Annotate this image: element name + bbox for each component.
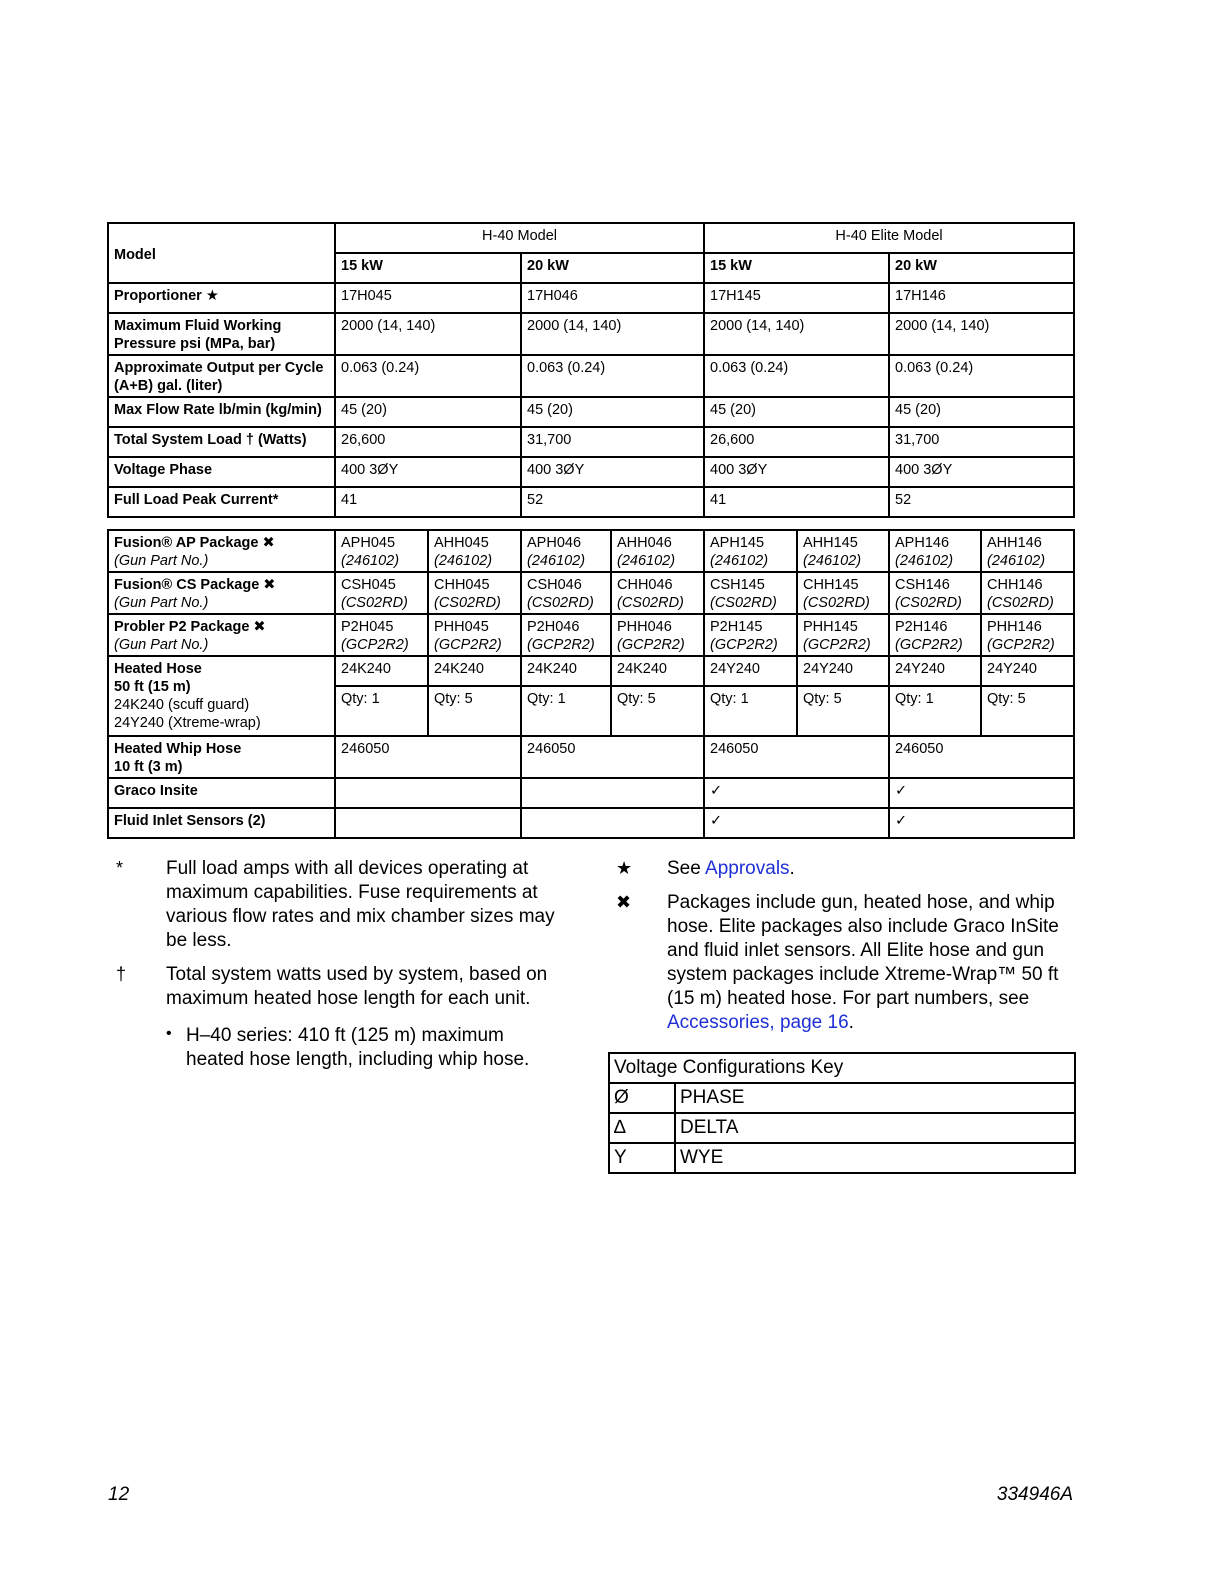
pkg-cell: [704, 530, 797, 572]
pkg-cell: [428, 530, 521, 572]
pkg-cell: [611, 530, 704, 572]
heated-hose-label-cell: [108, 656, 335, 736]
pkg-cell: [981, 572, 1074, 614]
power-elite-15: 15 kW: [704, 253, 889, 283]
dagger-symbol: †: [116, 964, 127, 984]
package-sub: (Gun Part No.): [114, 595, 209, 611]
power-h40-20: 20 kW: [521, 253, 704, 283]
gun-no: (CS02RD): [803, 595, 870, 611]
hose-part: 24Y240: [704, 656, 797, 686]
gun-no: (246102): [527, 553, 586, 569]
group-h40-elite: H-40 Elite Model: [704, 223, 1074, 253]
pkg-cell: [797, 614, 889, 656]
gun-no: (246102): [434, 553, 493, 569]
cell: 0.063 (0.24): [521, 355, 704, 397]
power-h40-15: 15 kW: [335, 253, 521, 283]
cell: 41: [335, 487, 521, 517]
cell: 400 3ØY: [335, 457, 521, 487]
approvals-suffix: .: [789, 858, 795, 879]
voltage-key-title: Voltage Configurations Key: [609, 1053, 1075, 1083]
cell: 2000 (14, 140): [889, 313, 1074, 355]
voltage-symbol: Y: [609, 1143, 675, 1173]
power-elite-20: 20 kW: [889, 253, 1074, 283]
spec-table: [107, 222, 1075, 518]
hose-qty: Qty: 1: [704, 686, 797, 736]
gun-no: (CS02RD): [710, 595, 777, 611]
packages-text: Packages include gun, heated hose, and whip hose. Elite packages also include Graco InSite and fluid inlet sensors. All Elite hose and gun system packages include Xtreme-Wrap™ 50 ft (15 m) heated hose. For part numbers, see: [667, 892, 1059, 1009]
cell: 41: [704, 487, 889, 517]
pkg-cell: [889, 530, 981, 572]
row-label: Full Load Peak Current*: [108, 487, 335, 517]
whip-hose-row: [108, 736, 1074, 778]
part-no: PHH045: [434, 619, 489, 635]
pkg-cell: [704, 572, 797, 614]
packages-suffix: .: [848, 1012, 854, 1033]
voltage-meaning: DELTA: [675, 1113, 1075, 1143]
gun-no: (246102): [341, 553, 400, 569]
whip-hose-label: Heated Whip Hose: [114, 741, 242, 757]
pkg-cell: [611, 572, 704, 614]
package-sub: (Gun Part No.): [114, 553, 209, 569]
hose-part: 24K240: [611, 656, 704, 686]
row-label: Proportioner ★: [108, 283, 335, 313]
approvals-prefix: See: [667, 858, 706, 879]
hose-qty: Qty: 5: [981, 686, 1074, 736]
gun-no: (246102): [803, 553, 862, 569]
group-h40: H-40 Model: [335, 223, 704, 253]
part-no: APH045: [341, 535, 396, 551]
pkg-cell: [797, 572, 889, 614]
cell: 0.063 (0.24): [704, 355, 889, 397]
hose-part: 24K240: [428, 656, 521, 686]
hose-qty: Qty: 5: [428, 686, 521, 736]
cell: 2000 (14, 140): [335, 313, 521, 355]
cell: 2000 (14, 140): [704, 313, 889, 355]
hose-part: 24K240: [521, 656, 611, 686]
gun-no: (GCP2R2): [803, 637, 871, 653]
insite-check: ✓: [889, 778, 1074, 808]
hose-part: 24Y240: [797, 656, 889, 686]
part-no: CHH146: [987, 577, 1043, 593]
note-packages: [667, 891, 1067, 1035]
voltage-symbol: Ø: [609, 1083, 675, 1113]
cell: 26,600: [704, 427, 889, 457]
gun-no: (246102): [895, 553, 954, 569]
package-label-cell: [108, 614, 335, 656]
voltage-key-table: [608, 1052, 1076, 1174]
approvals-link[interactable]: Approvals: [705, 858, 790, 879]
whip-value: 246050: [704, 736, 889, 778]
cell: 17H045: [335, 283, 521, 313]
gun-no: (GCP2R2): [617, 637, 685, 653]
heated-hose-scuff: 24K240 (scuff guard): [114, 697, 250, 713]
inlet-value: [521, 808, 704, 838]
heated-hose-row: [108, 656, 1074, 686]
row-label: Maximum Fluid Working Pressure psi (MPa, bar): [108, 313, 335, 355]
gun-no: (CS02RD): [617, 595, 684, 611]
part-no: AHH046: [617, 535, 672, 551]
part-no: APH145: [710, 535, 765, 551]
part-no: CHH045: [434, 577, 490, 593]
pkg-cell: [889, 614, 981, 656]
cell: 0.063 (0.24): [889, 355, 1074, 397]
row-label: Max Flow Rate lb/min (kg/min): [108, 397, 335, 427]
cell: 31,700: [889, 427, 1074, 457]
cross-icon: ✖: [616, 892, 632, 912]
part-no: APH146: [895, 535, 950, 551]
package-sub: (Gun Part No.): [114, 637, 209, 653]
part-no: PHH145: [803, 619, 858, 635]
cell: 45 (20): [889, 397, 1074, 427]
whip-hose-label-cell: [108, 736, 335, 778]
page-number: 12: [108, 1484, 130, 1505]
hose-qty: Qty: 1: [335, 686, 428, 736]
pkg-cell: [521, 572, 611, 614]
package-label: Fusion® AP Package ✖: [114, 535, 275, 551]
asterisk-symbol: *: [116, 858, 124, 878]
part-no: AHH146: [987, 535, 1042, 551]
cell: 400 3ØY: [704, 457, 889, 487]
note-approvals: [667, 857, 1067, 881]
inlet-check: ✓: [704, 808, 889, 838]
cell: 52: [521, 487, 704, 517]
hose-part: 24Y240: [981, 656, 1074, 686]
pkg-cell: [981, 530, 1074, 572]
row-label: Voltage Phase: [108, 457, 335, 487]
row-label: Approximate Output per Cycle (A+B) gal. (liter): [108, 355, 335, 397]
gun-no: (CS02RD): [895, 595, 962, 611]
whip-hose-length: 10 ft (3 m): [114, 759, 183, 775]
hose-qty: Qty: 1: [521, 686, 611, 736]
part-no: CHH046: [617, 577, 673, 593]
package-label-cell: [108, 572, 335, 614]
package-row: [108, 530, 1074, 572]
note-total-watts: Total system watts used by system, based on maximum heated hose length for each unit.: [166, 964, 548, 1009]
part-no: P2H046: [527, 619, 580, 635]
insite-check: ✓: [704, 778, 889, 808]
gun-no: (CS02RD): [341, 595, 408, 611]
pkg-cell: [981, 614, 1074, 656]
package-row: [108, 572, 1074, 614]
cell: 45 (20): [521, 397, 704, 427]
heated-hose-label: Heated Hose: [114, 661, 202, 677]
pkg-cell: [335, 530, 428, 572]
cell: 17H146: [889, 283, 1074, 313]
cell: 31,700: [521, 427, 704, 457]
part-no: CSH145: [710, 577, 765, 593]
pkg-cell: [704, 614, 797, 656]
inlet-label: Fluid Inlet Sensors (2): [108, 808, 335, 838]
pkg-cell: [521, 530, 611, 572]
gun-no: (246102): [617, 553, 676, 569]
part-no: CSH045: [341, 577, 396, 593]
gun-no: (CS02RD): [987, 595, 1054, 611]
cell: 17H145: [704, 283, 889, 313]
pkg-cell: [428, 614, 521, 656]
part-no: APH046: [527, 535, 582, 551]
hose-part: 24Y240: [889, 656, 981, 686]
insite-label: Graco Insite: [108, 778, 335, 808]
cell: 2000 (14, 140): [521, 313, 704, 355]
cell: 45 (20): [335, 397, 521, 427]
voltage-meaning: PHASE: [675, 1083, 1075, 1113]
gun-no: (CS02RD): [527, 595, 594, 611]
whip-value: 246050: [335, 736, 521, 778]
insite-value: [335, 778, 521, 808]
gun-no: (GCP2R2): [527, 637, 595, 653]
insite-value: [521, 778, 704, 808]
hose-qty: Qty: 5: [797, 686, 889, 736]
inlet-check: ✓: [889, 808, 1074, 838]
gun-no: (GCP2R2): [987, 637, 1055, 653]
note-full-load: Full load amps with all devices operating at maximum capabilities. Fuse requirements at various flow rates and mix chamber sizes may be less.: [166, 858, 555, 951]
note-hose-length: H–40 series: 410 ft (125 m) maximum heated hose length, including whip hose.: [186, 1025, 530, 1070]
package-row: [108, 614, 1074, 656]
hose-qty: Qty: 1: [889, 686, 981, 736]
pkg-cell: [335, 572, 428, 614]
part-no: AHH045: [434, 535, 489, 551]
part-no: CSH146: [895, 577, 950, 593]
cell: 400 3ØY: [521, 457, 704, 487]
heated-hose-xtreme: 24Y240 (Xtreme-wrap): [114, 715, 261, 731]
document-number: 334946A: [996, 1484, 1073, 1505]
whip-value: 246050: [889, 736, 1074, 778]
pkg-cell: [611, 614, 704, 656]
part-no: AHH145: [803, 535, 858, 551]
pkg-cell: [889, 572, 981, 614]
part-no: P2H145: [710, 619, 763, 635]
part-no: PHH046: [617, 619, 672, 635]
part-no: PHH146: [987, 619, 1042, 635]
part-no: CSH046: [527, 577, 582, 593]
gun-no: (CS02RD): [434, 595, 501, 611]
whip-value: 246050: [521, 736, 704, 778]
star-icon: ★: [616, 858, 633, 878]
cell: 17H046: [521, 283, 704, 313]
gun-no: (246102): [987, 553, 1046, 569]
package-label: Probler P2 Package ✖: [114, 619, 266, 635]
cell: 45 (20): [704, 397, 889, 427]
pkg-cell: [335, 614, 428, 656]
hose-qty: Qty: 5: [611, 686, 704, 736]
insite-row: [108, 778, 1074, 808]
cell: 52: [889, 487, 1074, 517]
pkg-cell: [797, 530, 889, 572]
voltage-symbol: ∆: [609, 1113, 675, 1143]
gun-no: (246102): [710, 553, 769, 569]
part-no: P2H146: [895, 619, 948, 635]
voltage-meaning: WYE: [675, 1143, 1075, 1173]
package-label-cell: [108, 530, 335, 572]
gun-no: (GCP2R2): [434, 637, 502, 653]
part-no: P2H045: [341, 619, 394, 635]
accessories-link[interactable]: Accessories, page 16: [667, 1012, 849, 1033]
heated-hose-length: 50 ft (15 m): [114, 679, 191, 695]
inlet-row: [108, 808, 1074, 838]
model-label: Model: [108, 223, 335, 283]
pkg-cell: [521, 614, 611, 656]
cell: 0.063 (0.24): [335, 355, 521, 397]
package-table: [107, 529, 1075, 839]
pkg-cell: [428, 572, 521, 614]
part-no: CHH145: [803, 577, 859, 593]
gun-no: (GCP2R2): [341, 637, 409, 653]
cell: 26,600: [335, 427, 521, 457]
bullet-icon: •: [166, 1025, 172, 1042]
package-label: Fusion® CS Package ✖: [114, 577, 276, 593]
gun-no: (GCP2R2): [710, 637, 778, 653]
hose-part: 24K240: [335, 656, 428, 686]
inlet-value: [335, 808, 521, 838]
row-label: Total System Load † (Watts): [108, 427, 335, 457]
cell: 400 3ØY: [889, 457, 1074, 487]
gun-no: (GCP2R2): [895, 637, 963, 653]
